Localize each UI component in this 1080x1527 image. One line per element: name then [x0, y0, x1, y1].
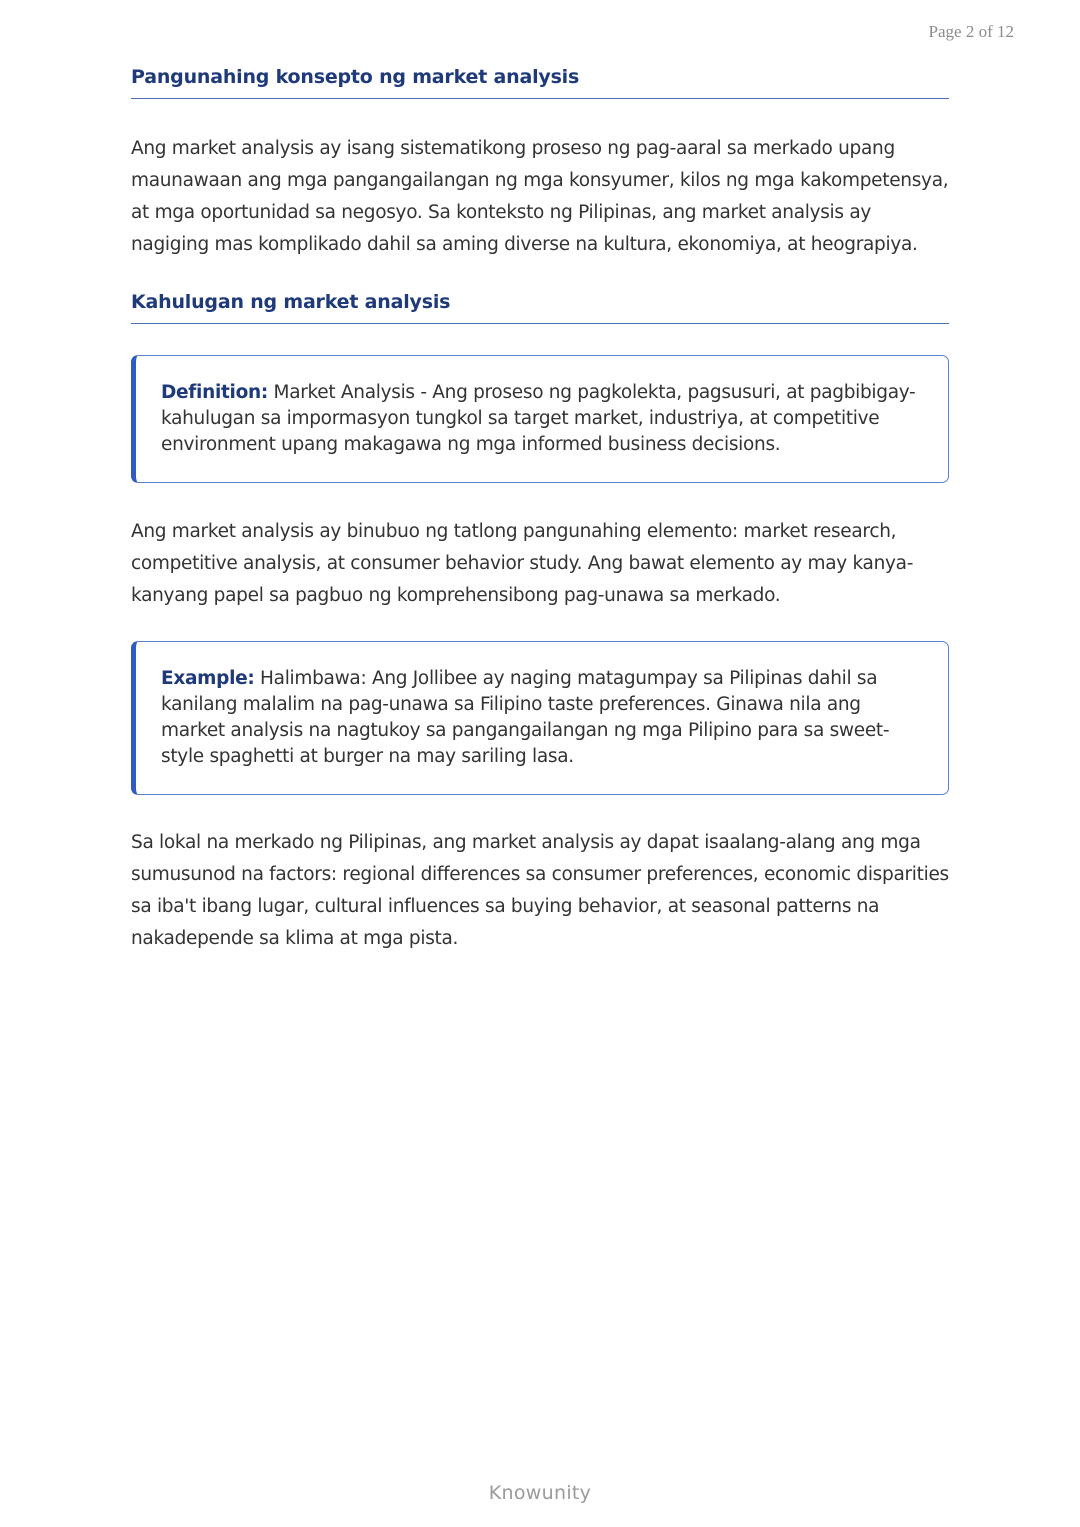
example-label: Example:: [161, 668, 255, 689]
document-content: [131, 66, 949, 955]
local-market-paragraph: Sa lokal na merkado ng Pilipinas, ang market analysis ay dapat isaalang-alang ang mga sumusunod na factors: regional differences sa consumer preferences, economic disparities sa iba't ibang lugar, cultural influences sa buying behavior, at seasonal patterns na nakadepende sa klima at mga pista.: [131, 832, 949, 949]
definition-text: Market Analysis - Ang proseso ng pagkolekta, pagsusuri, at pagbibigay-kahulugan sa impormasyon tungkol sa target market, industriya, at competitive environment upang makagawa ng mga informed business decisions.: [161, 382, 916, 455]
example-text: Halimbawa: Ang Jollibee ay naging matagumpay sa Pilipinas dahil sa kanilang malalim na pag-unawa sa Filipino taste preferences. Ginawa nila ang market analysis na nagtukoy sa pangangailangan ng mga Pilipino para sa sweet-style spaghetti at burger na may sariling lasa.: [161, 668, 890, 767]
page-number: Page 2 of 12: [928, 22, 1014, 41]
intro-paragraph: Ang market analysis ay isang sistematikong proseso ng pag-aaral sa merkado upang maunawaan ang mga pangangailangan ng mga konsyumer, kilos ng mga kakompetensya, at mga oportunidad sa negosyo. Sa konteksto ng Pilipinas, ang market analysis ay nagiging mas komplikado dahil sa aming diverse na kultura, ekonomiya, at heograpiya.: [131, 138, 949, 255]
definition-label: Definition:: [161, 382, 268, 403]
section-heading-definition: Kahulugan ng market analysis: [131, 291, 949, 324]
example-callout: [131, 641, 949, 795]
definition-callout: [131, 355, 949, 483]
section-heading-concepts: Pangunahing konsepto ng market analysis: [131, 66, 949, 99]
elements-paragraph: Ang market analysis ay binubuo ng tatlong pangunahing elemento: market research, competitive analysis, at consumer behavior study. Ang bawat elemento ay may kanya-kanyang papel sa pagbuo ng komprehensibong pag-unawa sa merkado.: [131, 521, 914, 606]
definition-text-block: [161, 380, 922, 458]
example-text-block: [161, 666, 922, 770]
footer-brand: Knowunity: [488, 1482, 592, 1504]
